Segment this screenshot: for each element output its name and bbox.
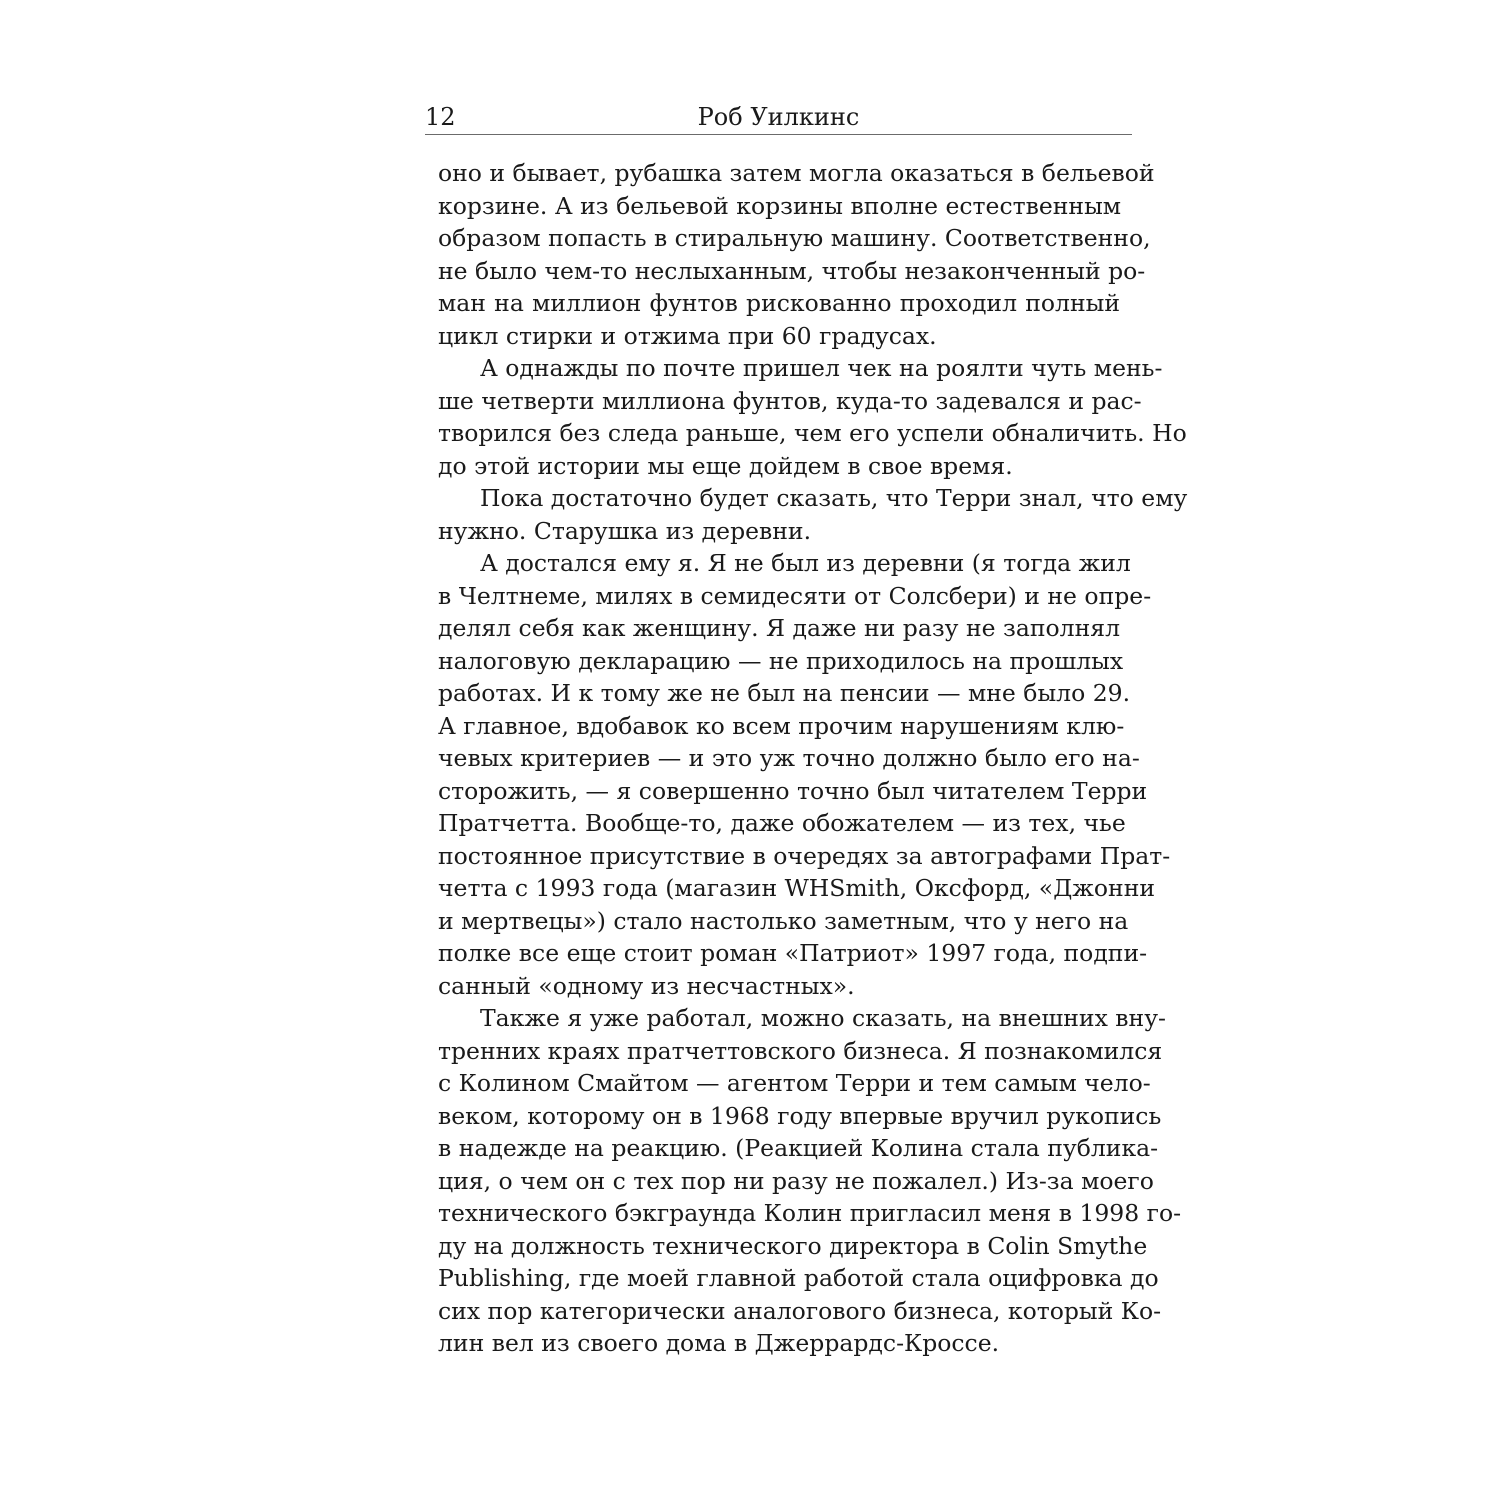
text-line: образом попасть в стиральную машину. Соответственно, bbox=[438, 224, 1151, 252]
text-line: А однажды по почте пришел чек на роялти чуть мень- bbox=[480, 354, 1163, 382]
text-line: с Колином Смайтом — агентом Терри и тем самым чело- bbox=[438, 1069, 1151, 1097]
text-line: А главное, вдобавок ко всем прочим нарушениям клю- bbox=[438, 711, 1125, 740]
text-line: сих пор категорически аналогового бизнеса, который Ко- bbox=[438, 1296, 1162, 1325]
text-line: нужно. Старушка из деревни. bbox=[438, 516, 812, 545]
text-line: и мертвецы») стало настолько заметным, что у него на bbox=[438, 906, 1129, 935]
text-line: налоговую декларацию — не приходилось на прошлых bbox=[438, 646, 1124, 675]
paragraph bbox=[438, 1002, 1182, 1360]
text-line: сторожить, — я совершенно точно был читателем Терри bbox=[438, 776, 1148, 805]
paragraph bbox=[438, 482, 1188, 547]
text-line: работах. И к тому же не был на пенсии — мне было 29. bbox=[438, 679, 1131, 707]
text-line: ду на должность технического директора в Colin Smythe bbox=[438, 1231, 1148, 1260]
text-line: полке все еще стоит роман «Патриот» 1997 года, подпи- bbox=[438, 939, 1148, 967]
text-line: Пока достаточно будет сказать, что Терри знал, что ему bbox=[480, 484, 1188, 512]
text-line: творился без следа раньше, чем его успели обналичить. Но bbox=[438, 419, 1187, 447]
text-line: чевых критериев — и это уж точно должно было его на- bbox=[438, 744, 1140, 772]
text-line: до этой истории мы еще дойдем в свое время. bbox=[438, 451, 1013, 480]
running-title: Роб Уилкинс bbox=[697, 103, 860, 131]
text-line: санный «одному из несчастных». bbox=[438, 971, 855, 1000]
text-line: четта с 1993 года (магазин WHSmith, Оксфорд, «Джонни bbox=[438, 874, 1156, 902]
text-line: веком, которому он в 1968 году впервые вручил рукопись bbox=[438, 1101, 1162, 1130]
text-line: цикл стирки и отжима при 60 градусах. bbox=[438, 321, 937, 350]
text-line: Publishing, где моей главной работой стала оцифровка до bbox=[438, 1264, 1159, 1292]
text-line: Пратчетта. Вообще-то, даже обожателем — из тех, чье bbox=[438, 809, 1126, 837]
page-number: 12 bbox=[425, 103, 456, 131]
text-line: делял себя как женщину. Я даже ни разу не заполнял bbox=[438, 614, 1120, 642]
paragraph bbox=[438, 157, 1155, 352]
running-head bbox=[425, 100, 1132, 135]
paragraph bbox=[438, 547, 1171, 1002]
paragraph bbox=[438, 352, 1187, 482]
text-line: тренних краях пратчеттовского бизнеса. Я познакомился bbox=[438, 1036, 1163, 1065]
text-line: лин вел из своего дома в Джеррардс-Кроссе. bbox=[438, 1329, 1000, 1357]
text-line: технического бэкграунда Колин пригласил меня в 1998 го- bbox=[438, 1199, 1182, 1227]
text-line: в надежде на реакцию. (Реакцией Колина стала публика- bbox=[438, 1134, 1159, 1162]
text-line: ман на миллион фунтов рискованно проходил полный bbox=[438, 289, 1120, 317]
text-line: не было чем-то неслыханным, чтобы незаконченный ро- bbox=[438, 256, 1146, 285]
text-line: ция, о чем он с тех пор ни разу не пожалел.) Из-за моего bbox=[438, 1166, 1154, 1195]
text-line: постоянное присутствие в очередях за автографами Прат- bbox=[438, 841, 1171, 870]
text-line: ше четверти миллиона фунтов, куда-то задевался и рас- bbox=[438, 386, 1142, 415]
text-line: А достался ему я. Я не был из деревни (я тогда жил bbox=[480, 549, 1131, 577]
text-line: в Челтнеме, милях в семидесяти от Солсбери) и не опре- bbox=[438, 581, 1152, 610]
text-line: оно и бывает, рубашка затем могла оказаться в бельевой bbox=[438, 159, 1155, 187]
text-line: корзине. А из бельевой корзины вполне естественным bbox=[438, 191, 1122, 220]
body-text bbox=[438, 157, 1188, 1360]
text-line: Также я уже работал, можно сказать, на внешних вну- bbox=[480, 1004, 1166, 1032]
